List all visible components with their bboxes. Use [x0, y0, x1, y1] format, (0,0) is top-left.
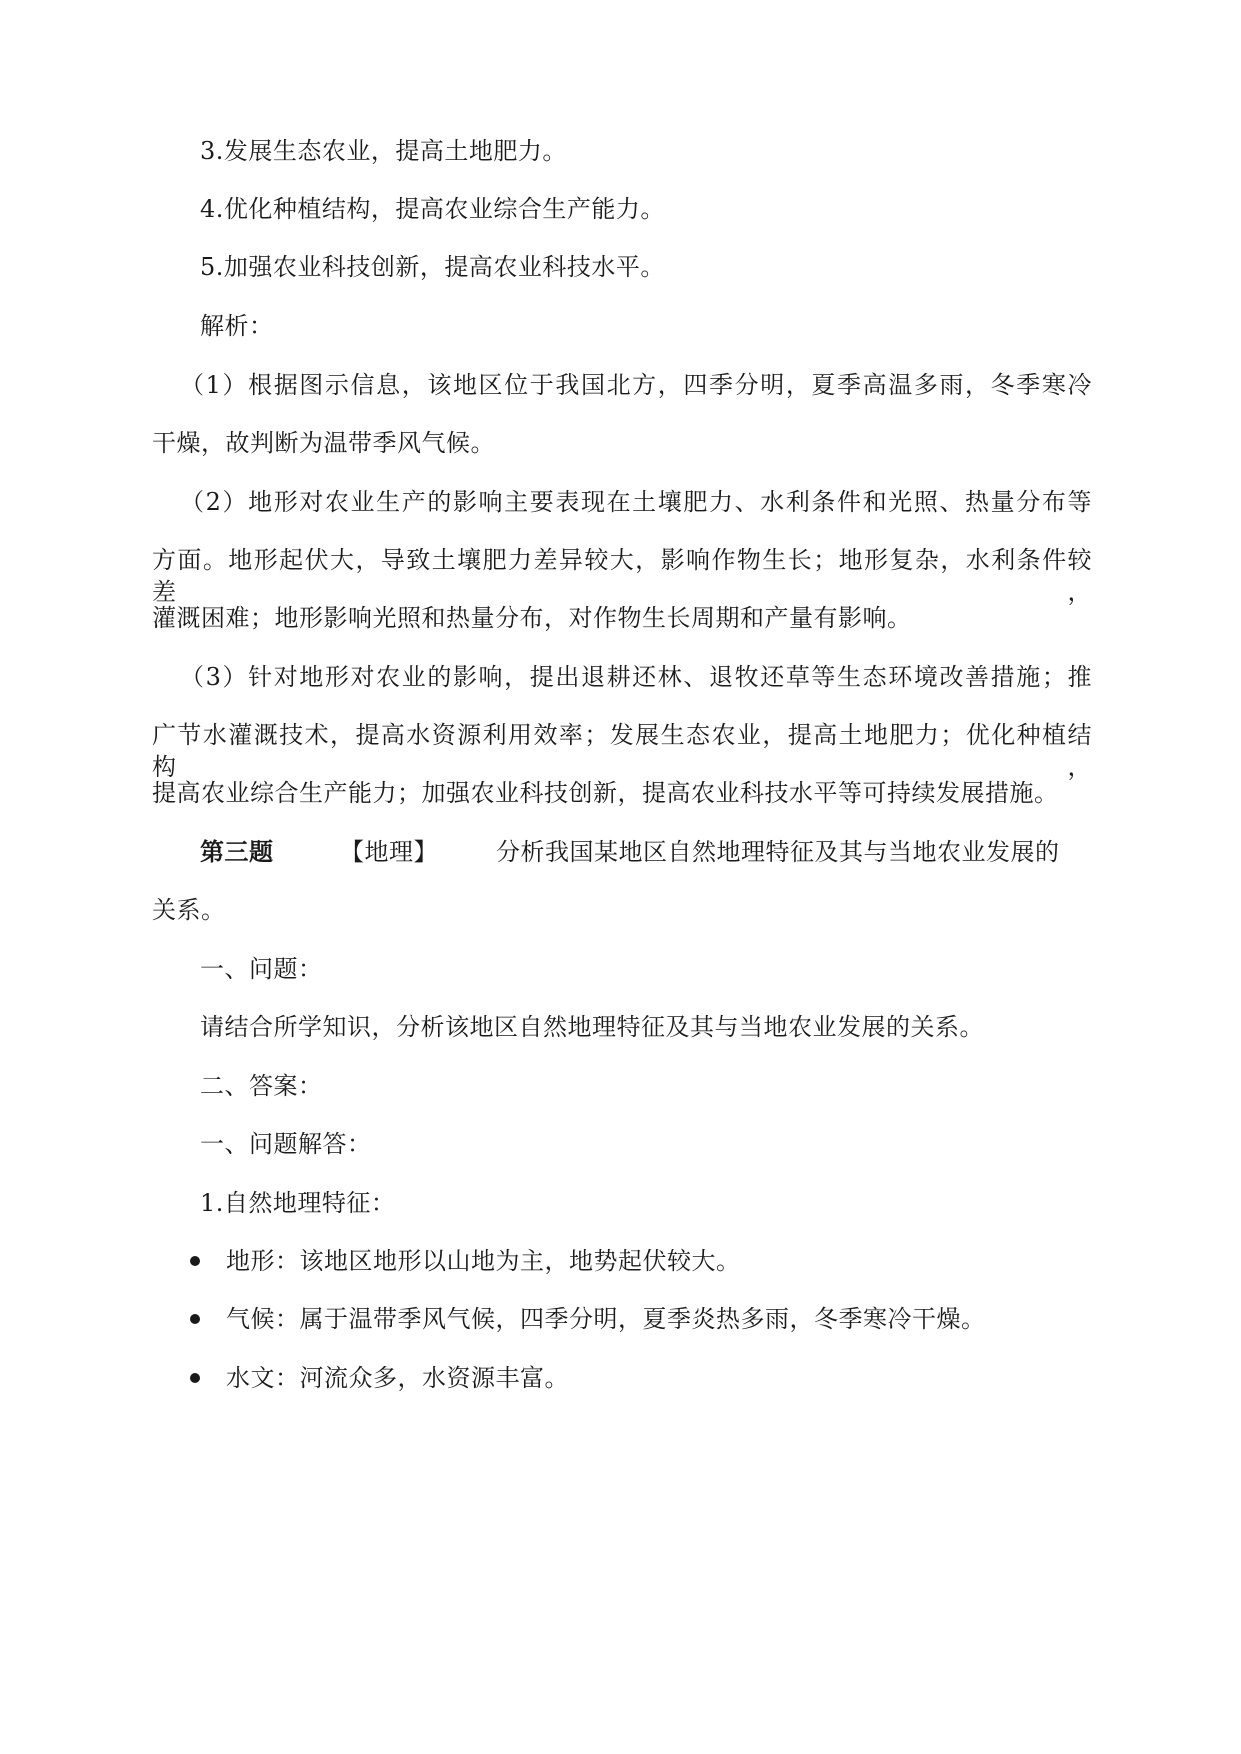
analysis-para-3-line-2: 广节水灌溉技术，提高水资源利用效率；发展生态农业，提高土地肥力；优化种植结构， — [152, 721, 1092, 781]
bullet-hydrology: 水文：河流众多，水资源丰富。 — [226, 1364, 569, 1392]
bullet-dot-icon — [190, 1373, 200, 1383]
section-question-heading: 一、问题： — [200, 955, 323, 983]
question-prompt: 请结合所学知识，分析该地区自然地理特征及其与当地农业发展的关系。 — [200, 1013, 984, 1041]
question-subject: 【地理】 — [340, 838, 438, 866]
bullet-climate: 气候：属于温带季风气候，四季分明，夏季炎热多雨，冬季寒冷干燥。 — [226, 1305, 986, 1333]
answer-item-5: 5.加强农业科技创新，提高农业科技水平。 — [200, 253, 665, 281]
section-answer-heading: 二、答案： — [200, 1072, 323, 1100]
question-number: 第三题 — [200, 838, 274, 866]
question-title: 分析我国某地区自然地理特征及其与当地农业发展的 — [496, 838, 1060, 866]
analysis-para-1-line-1: （1）根据图示信息，该地区位于我国北方，四季分明，夏季高温多雨，冬季寒冷 — [180, 371, 1092, 399]
analysis-para-3-line-3: 提高农业综合生产能力；加强农业科技创新，提高农业科技水平等可持续发展措施。 — [152, 779, 1059, 807]
answer-subheading: 一、问题解答： — [200, 1130, 372, 1158]
answer-item-3: 3.发展生态农业，提高土地肥力。 — [200, 137, 567, 165]
question-title-continued: 关系。 — [152, 896, 226, 924]
answer-point-1-heading: 1.自然地理特征： — [200, 1189, 396, 1217]
answer-item-4: 4.优化种植结构，提高农业综合生产能力。 — [200, 195, 665, 223]
analysis-para-2-line-2: 方面。地形起伏大，导致土壤肥力差异较大，影响作物生长；地形复杂，水利条件较差， — [152, 546, 1092, 606]
bullet-dot-icon — [190, 1314, 200, 1324]
bullet-terrain: 地形：该地区地形以山地为主，地势起伏较大。 — [226, 1247, 741, 1275]
analysis-para-2-line-1: （2）地形对农业生产的影响主要表现在土壤肥力、水利条件和光照、热量分布等 — [180, 488, 1092, 516]
analysis-heading: 解析： — [200, 312, 274, 340]
bullet-dot-icon — [190, 1256, 200, 1266]
analysis-para-1-line-2: 干燥，故判断为温带季风气候。 — [152, 429, 495, 457]
analysis-para-3-line-1: （3）针对地形对农业的影响，提出退耕还林、退牧还草等生态环境改善措施；推 — [180, 663, 1092, 691]
analysis-para-2-line-3: 灌溉困难；地形影响光照和热量分布，对作物生长周期和产量有影响。 — [152, 604, 912, 632]
